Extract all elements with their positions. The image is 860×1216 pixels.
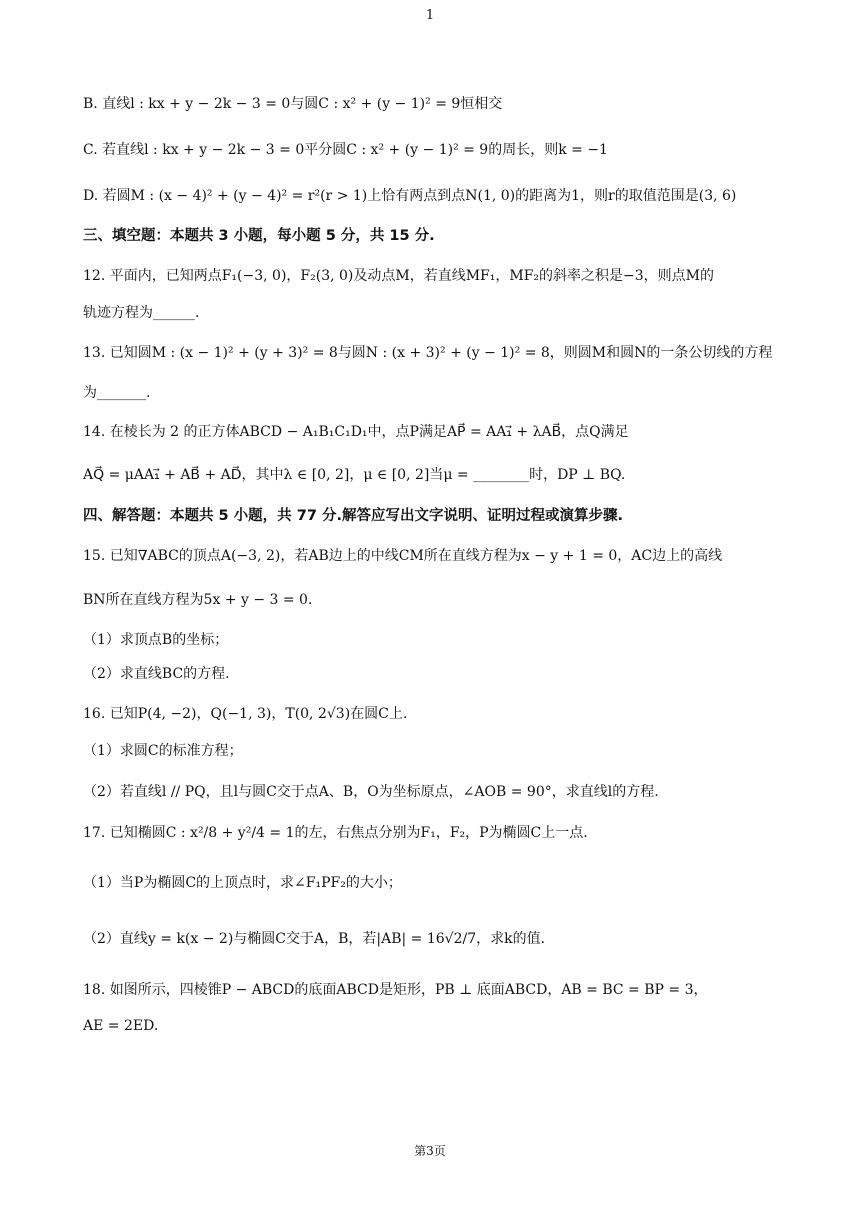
question-12-line-1: 12. 平面内，已知两点F₁(−3, 0)，F₂(3, 0)及动点M，若直线MF₁，MF₂的斜率之积是−3，则点M的 (83, 268, 715, 284)
page-footer: 第3页 (414, 1144, 446, 1158)
question-17-part-2: （2）直线y = k(x − 2)与椭圆C交于A，B，若|AB| = 16√2/7，求k的值. (83, 931, 546, 947)
question-18-line-2: AE = 2ED. (83, 1018, 159, 1034)
question-14-line-1: 14. 在棱长为 2 的正方体ABCD − A₁B₁C₁D₁中，点P满足AP⃗ = AA₁⃗ + λAB⃗，点Q满足 (83, 424, 629, 440)
section-3-heading: 三、填空题：本题共 3 小题，每小题 5 分，共 15 分. (83, 228, 435, 244)
option-d: D. 若圆M : (x − 4)² + (y − 4)² = r²(r > 1)上恰有两点到点N(1, 0)的距离为1，则r的取值范围是(3, 6) (83, 188, 737, 204)
question-16-part-2: （2）若直线l // PQ，且l与圆C交于点A、B，O为坐标原点，∠AOB = 90°，求直线l的方程. (83, 784, 659, 800)
option-b: B. 直线l : kx + y − 2k − 3 = 0与圆C : x² + (y − 1)² = 9恒相交 (83, 96, 503, 112)
question-18-line-1: 18. 如图所示，四棱锥P − ABCD的底面ABCD是矩形，PB ⊥ 底面ABCD，AB = BC = BP = 3， (83, 982, 708, 998)
question-15-line-2: BN所在直线方程为5x + y − 3 = 0. (83, 592, 313, 608)
question-14-line-2: AQ⃗ = μAA₁⃗ + AB⃗ + AD⃗，其中λ ∈ [0, 2]，μ ∈ [0, 2]当μ = ________时，DP ⊥ BQ. (83, 467, 626, 483)
question-16-part-1: （1）求圆C的标准方程； (83, 743, 243, 759)
question-15-part-2: （2）求直线BC的方程. (83, 666, 230, 682)
question-17: 17. 已知椭圆C : x²/8 + y²/4 = 1的左，右焦点分别为F₁，F₂，P为椭圆C上一点. (83, 825, 588, 841)
question-12-line-2: 轨迹方程为______. (83, 305, 200, 321)
question-13-line-2: 为_______. (83, 385, 151, 401)
page-top-number: 1 (425, 8, 435, 23)
question-15-part-1: （1）求顶点B的坐标； (83, 632, 229, 648)
question-15-line-1: 15. 已知∇ABC的顶点A(−3, 2)，若AB边上的中线CM所在直线方程为x − y + 1 = 0，AC边上的高线 (83, 548, 723, 564)
question-13-line-1: 13. 已知圆M : (x − 1)² + (y + 3)² = 8与圆N : (x + 3)² + (y − 1)² = 8，则圆M和圆N的一条公切线的方程 (83, 345, 773, 361)
section-4-heading: 四、解答题：本题共 5 小题，共 77 分.解答应写出文字说明、证明过程或演算步骤. (83, 508, 623, 524)
question-16: 16. 已知P(4, −2)，Q(−1, 3)，T(0, 2√3)在圆C上. (83, 706, 408, 722)
option-c: C. 若直线l : kx + y − 2k − 3 = 0平分圆C : x² + (y − 1)² = 9的周长，则k = −1 (83, 142, 608, 158)
question-17-part-1: （1）当P为椭圆C的上顶点时，求∠F₁PF₂的大小； (83, 875, 402, 891)
